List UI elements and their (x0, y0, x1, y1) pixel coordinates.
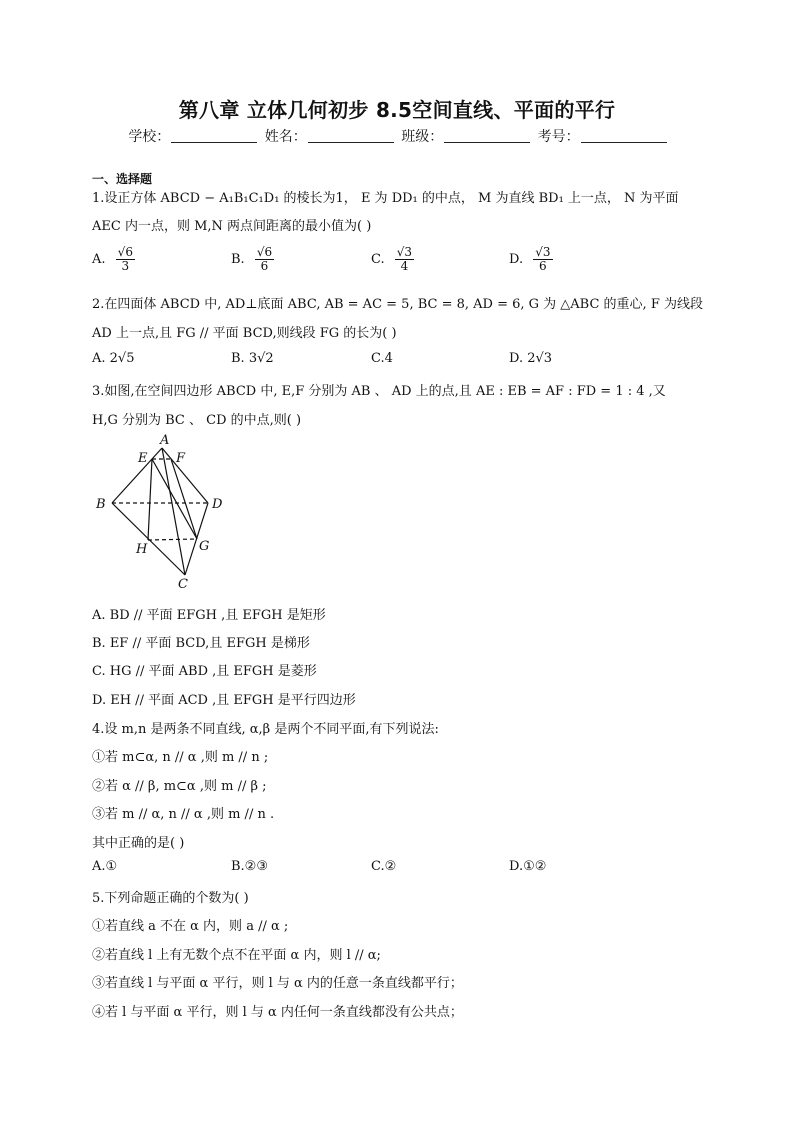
school-blank[interactable] (171, 128, 257, 143)
q1-option-c-fraction: $\frac{√3}{4}$ (396, 245, 413, 273)
figure-label-f: F (176, 451, 186, 466)
q5-item-1: ①若直线 a 不在 α 内，则 a // α ; (92, 919, 289, 934)
q1-option-b[interactable]: B. $\frac{√6}{6}$ (231, 245, 273, 273)
figure-label-h: H (136, 542, 148, 557)
q4-ask: 其中正确的是( ) (92, 836, 185, 851)
figure-label-b: B (96, 497, 106, 512)
figure-label-e: E (138, 451, 148, 466)
q1-line2: AEC 内一点，则 M,N 两点间距离的最小值为( ) (92, 219, 372, 234)
q1-option-c[interactable]: C. $\frac{√3}{4}$ (371, 245, 413, 273)
name-blank[interactable] (308, 128, 394, 143)
q2-line1: 2.在四面体 ABCD 中, AD⊥底面 ABC, AB = AC = 5, BC = 8, AD = 6, G 为 △ABC 的重心, F 为线段 (92, 297, 703, 312)
student-info-row (0, 126, 794, 146)
q2-option-b[interactable]: B. 3√2 (231, 351, 274, 366)
q3-option-b[interactable]: B. EF // 平面 BCD,且 EFGH 是梯形 (92, 636, 310, 651)
q5-item-3: ③若直线 l 与平面 α 平行，则 l 与 α 内的任意一条直线都平行； (92, 976, 463, 991)
class-blank[interactable] (444, 128, 530, 143)
class-label: 班级： (401, 129, 444, 145)
q2-option-d[interactable]: D. 2√3 (509, 351, 553, 366)
q1-option-b-fraction: $\frac{√6}{6}$ (256, 245, 273, 273)
figure-label-d: D (212, 497, 223, 512)
q2-option-a[interactable]: A. 2√5 (92, 351, 135, 366)
page-title: 第八章 立体几何初步 8.5空间直线、平面的平行 (178, 98, 616, 122)
q4-option-c[interactable]: C.② (371, 859, 397, 874)
figure-label-a: A (160, 433, 170, 448)
tetrahedron-figure (90, 430, 230, 590)
q1-option-a-fraction: $\frac{√6}{3}$ (117, 245, 133, 273)
q3-line2: H,G 分别为 BC 、 CD 的中点,则( ) (92, 413, 302, 428)
q2-option-c[interactable]: C.4 (371, 351, 393, 366)
q3-option-a[interactable]: A. BD // 平面 EFGH ,且 EFGH 是矩形 (92, 608, 326, 623)
name-label: 姓名： (264, 129, 307, 145)
q4-option-a[interactable]: A.① (92, 859, 118, 874)
q3-option-c[interactable]: C. HG // 平面 ABD ,且 EFGH 是菱形 (92, 664, 317, 679)
q4-option-d[interactable]: D.①② (509, 859, 547, 874)
q4-item-3: ③若 m // α, n // α ,则 m // n . (92, 807, 275, 822)
q4-line1: 4.设 m,n 是两条不同直线, α,β 是两个不同平面,有下列说法: (92, 722, 439, 737)
q5-item-2: ②若直线 l 上有无数个点不在平面 α 内，则 l // α; (92, 948, 381, 963)
q5-line1: 5.下列命题正确的个数为( ) (92, 891, 249, 906)
section-heading: 一、选择题 (92, 172, 153, 186)
q3-line1: 3.如图,在空间四边形 ABCD 中, E,F 分别为 AB 、 AD 上的点,且 AE : EB = AF : FD = 1 : 4 ,又 (92, 384, 666, 399)
q1-option-d-fraction: $\frac{√3}{6}$ (535, 245, 551, 273)
q1-line1: 1.设正方体 ABCD − A₁B₁C₁D₁ 的棱长为1， E 为 DD₁ 的中点， M 为直线 BD₁ 上一点， N 为平面 (92, 191, 679, 206)
q5-item-4: ④若 l 与平面 α 平行，则 l 与 α 内任何一条直线都没有公共点； (92, 1005, 463, 1020)
q4-item-1: ①若 m⊂α, n // α ,则 m // n ; (92, 750, 269, 765)
q3-option-d[interactable]: D. EH // 平面 ACD ,且 EFGH 是平行四边形 (92, 693, 356, 708)
figure-label-c: C (178, 577, 188, 590)
school-label: 学校： (128, 129, 171, 145)
q1-option-d[interactable]: D. $\frac{√3}{6}$ (509, 245, 551, 273)
exam-number-label: 考号： (537, 129, 580, 145)
figure-label-g: G (199, 539, 210, 554)
q2-line2: AD 上一点,且 FG // 平面 BCD,则线段 FG 的长为( ) (92, 326, 397, 341)
q4-option-b[interactable]: B.②③ (231, 859, 268, 874)
q4-item-2: ②若 α // β, m⊂α ,则 m // β ; (92, 779, 267, 794)
q1-option-a[interactable]: A. $\frac{√6}{3}$ (92, 245, 133, 273)
exam-number-blank[interactable] (581, 128, 667, 143)
